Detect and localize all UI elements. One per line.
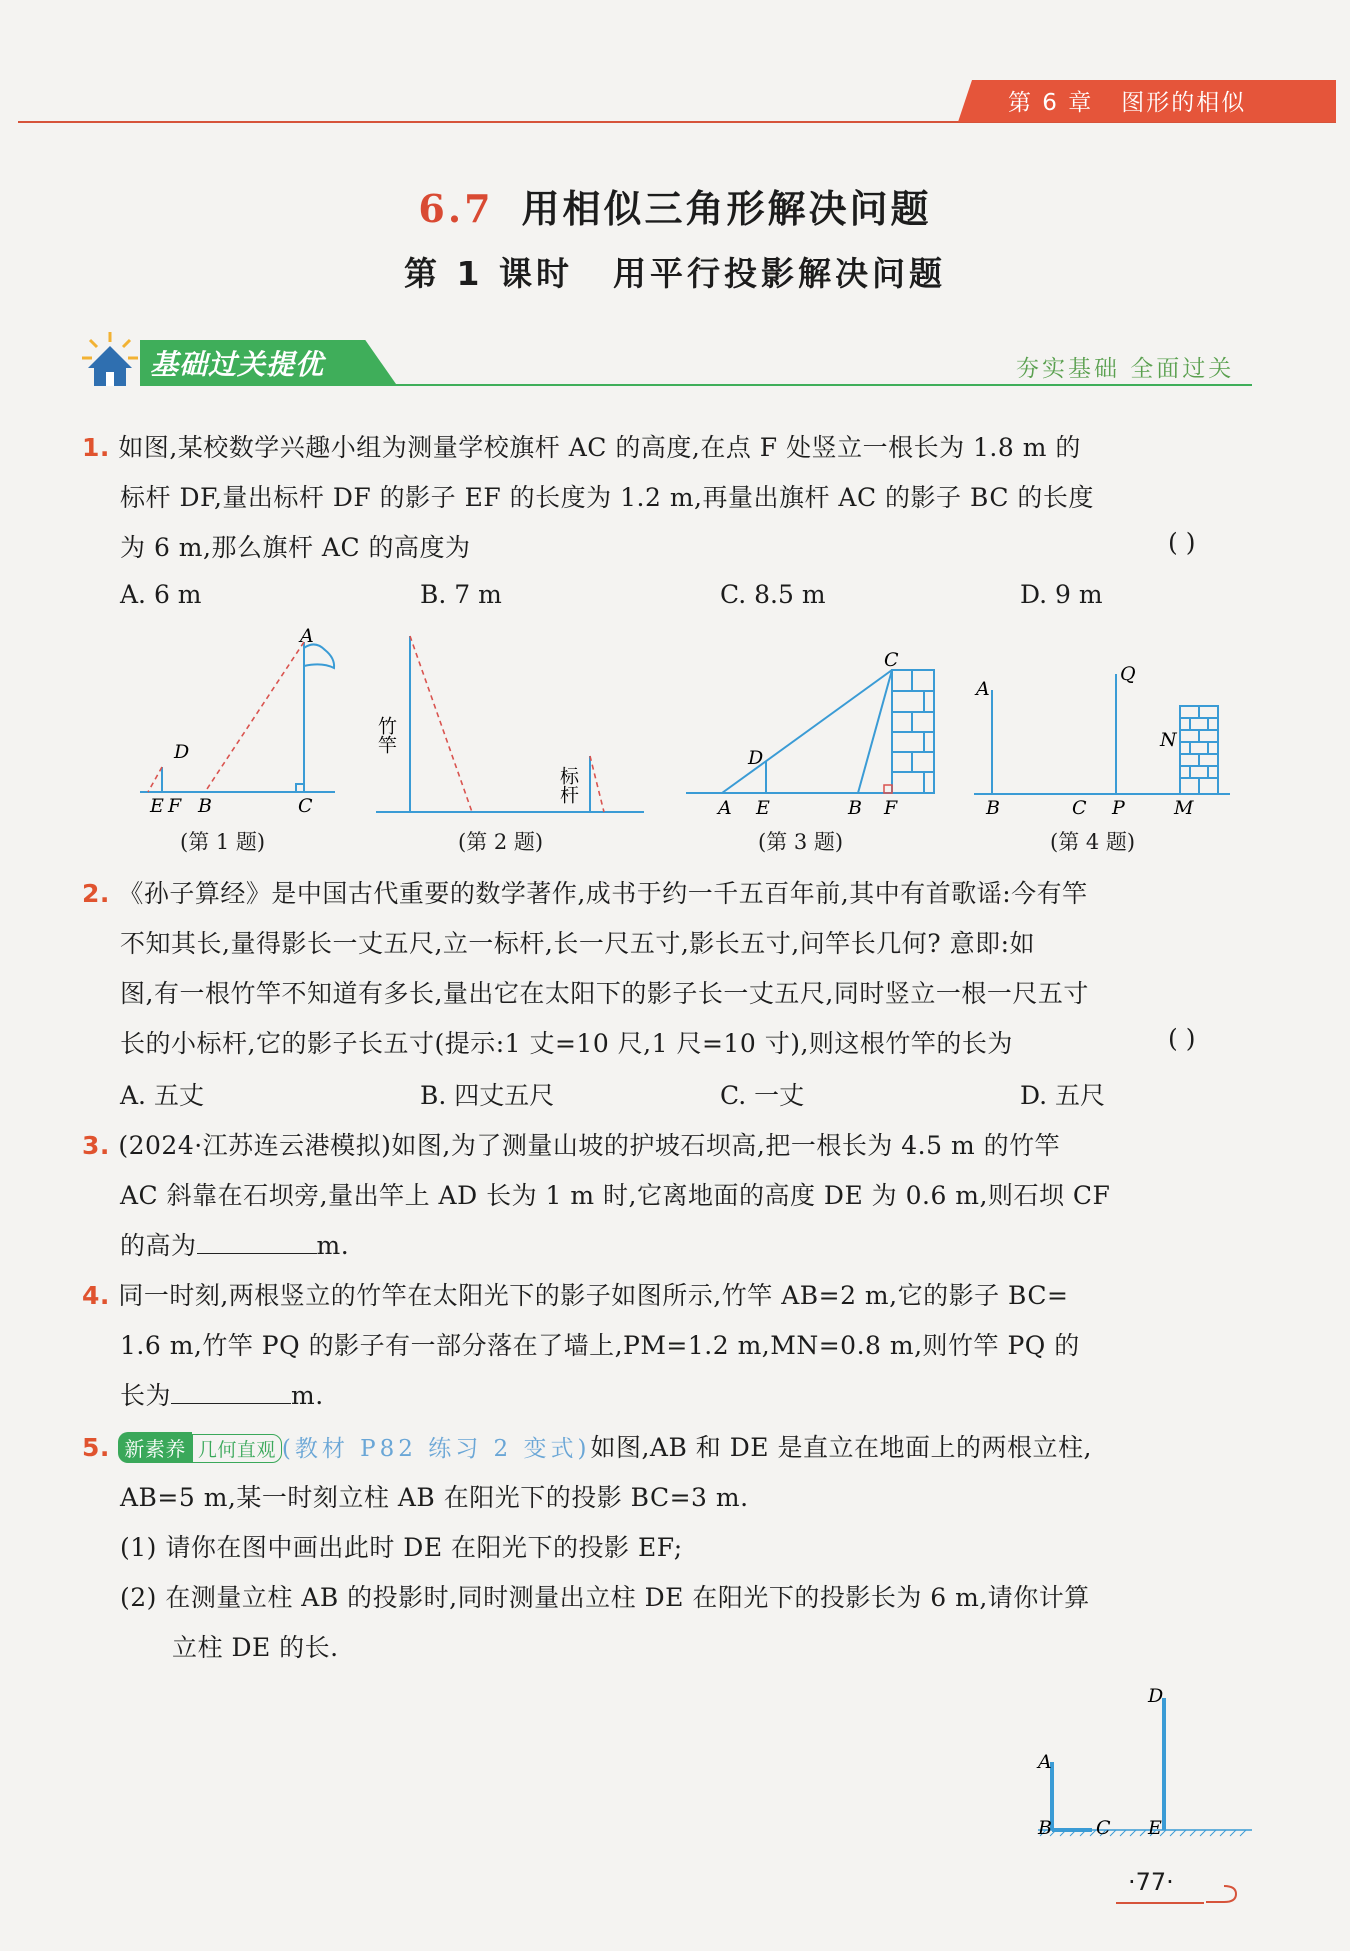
q3-line-2: AC 斜靠在石坝旁,量出竿上 AD 长为 1 m 时,它离地面的高度 DE 为 0.6 m,则石坝 CF: [120, 1181, 1111, 1210]
q5-sub-2b: 立柱 DE 的长.: [172, 1633, 339, 1662]
fig3-label-c: C: [884, 649, 899, 671]
fig5-label-e: E: [1148, 1817, 1162, 1839]
fig5-label-d: D: [1148, 1685, 1164, 1707]
q3-unit: m.: [316, 1231, 350, 1260]
figure-3-caption: (第 3 题): [758, 830, 844, 854]
fig4-label-m: M: [1174, 797, 1194, 819]
chapter-number: 第 6 章: [1008, 90, 1094, 116]
fig1-label-e: E: [150, 795, 164, 817]
fig1-label-b: B: [198, 795, 212, 817]
q1-option-a: A. 6 m: [120, 580, 202, 609]
banner-slogan: 夯实基础 全面过关: [1016, 356, 1235, 382]
q2-option-a: A. 五丈: [120, 1081, 204, 1110]
q2-text-1: 《孙子算经》是中国古代重要的数学著作,成书于约一千五百年前,其中有首歌谣:今有竿: [118, 879, 1088, 908]
q4-answer-blank[interactable]: [171, 1379, 291, 1404]
section-title: [0, 178, 1350, 233]
q2-number: 2.: [82, 879, 110, 908]
banner-label: 基础过关提优: [150, 348, 325, 381]
q2-line-4: 长的小标杆,它的影子长五寸(提示:1 丈=10 尺,1 尺=10 寸),则这根竹竿的长为: [120, 1029, 1013, 1058]
q1-line-1: [82, 428, 1081, 464]
q3-number: 3.: [82, 1131, 110, 1160]
lesson-title: [0, 248, 1350, 295]
fig4-label-c: C: [1072, 797, 1087, 819]
chapter-label: [1008, 84, 1246, 117]
fig4-label-a: A: [976, 678, 990, 700]
q5-tag-new: 新素养: [118, 1432, 192, 1463]
q1-line-2: 标杆 DF,量出标杆 DF 的影子 EF 的长度为 1.2 m,再量出旗杆 AC 的影子 BC 的长度: [120, 483, 1094, 512]
fig5-label-b: B: [1038, 1817, 1052, 1839]
fig5-label-c: C: [1096, 1817, 1111, 1839]
chapter-title: 图形的相似: [1121, 90, 1247, 116]
q4-number: 4.: [82, 1281, 110, 1310]
q3-text-3: 的高为: [120, 1231, 197, 1260]
figure-1-caption: (第 1 题): [180, 830, 266, 854]
q2-line-2: 不知其长,量得影长一丈五尺,立一标杆,长一尺五寸,影长五寸,问竿长几何? 意即:如: [120, 929, 1036, 958]
q5-sub-2a: (2) 在测量立柱 AB 的投影时,同时测量出立柱 DE 在阳光下的投影长为 6 m,请你计算: [120, 1583, 1090, 1612]
q1-answer-paren: ( ): [1168, 528, 1196, 557]
fig3-label-a: A: [718, 797, 732, 819]
q1-number: 1.: [82, 433, 110, 462]
q1-option-b: B. 7 m: [420, 580, 502, 609]
figure-3: [682, 648, 942, 826]
q3-line-3: [120, 1226, 349, 1262]
fig3-label-f: F: [884, 797, 898, 819]
q3-answer-blank[interactable]: [197, 1229, 317, 1254]
banner-rule: [140, 384, 1252, 386]
page-curl-icon: [1204, 1880, 1244, 1910]
fig4-label-b: B: [986, 797, 1000, 819]
q4-line-2: 1.6 m,竹竿 PQ 的影子有一部分落在了墙上,PM=1.2 m,MN=0.8 m,则竹竿 PQ 的: [120, 1331, 1080, 1360]
fig1-label-c: C: [298, 795, 313, 817]
q2-option-b: B. 四丈五尺: [420, 1081, 555, 1110]
q4-unit: m.: [291, 1381, 324, 1410]
figure-4: [968, 660, 1238, 826]
fig1-label-f: F: [168, 795, 182, 817]
q5-line-1: [82, 1428, 1092, 1464]
fig3-label-b: B: [848, 797, 862, 819]
fig3-label-d: D: [748, 747, 764, 769]
q4-text-1: 同一时刻,两根竖立的竹竿在太阳光下的影子如图所示,竹竿 AB=2 m,它的影子 BC=: [118, 1281, 1069, 1310]
section-title-text: 用相似三角形解决问题: [521, 186, 932, 231]
q2-line-1: [82, 874, 1088, 910]
q1-option-d: D. 9 m: [1020, 580, 1103, 609]
q5-text-1: 如图,AB 和 DE 是直立在地面上的两根立柱,: [590, 1433, 1092, 1462]
q4-line-1: [82, 1276, 1068, 1312]
q5-tag-geometry: 几何直观: [192, 1434, 282, 1463]
fig1-label-d: D: [174, 741, 190, 763]
fig1-label-a: A: [300, 625, 314, 647]
figure-1: [130, 622, 350, 822]
q5-line-2: AB=5 m,某一时刻立柱 AB 在阳光下的投影 BC=3 m.: [120, 1483, 749, 1512]
lesson-title-text: 用平行投影解决问题: [612, 254, 946, 293]
figure-5[interactable]: [1030, 1684, 1260, 1844]
section-number: 6.7: [418, 186, 494, 231]
lesson-number: 第 1 课时: [404, 254, 573, 293]
figure-4-caption: (第 4 题): [1050, 830, 1136, 854]
page-number: ·77·: [1128, 1868, 1174, 1896]
q2-line-3: 图,有一根竹竿不知道有多长,量出它在太阳下的影子长一丈五尺,同时竖立一根一尺五寸: [120, 979, 1089, 1008]
q2-option-d: D. 五尺: [1020, 1081, 1106, 1110]
q4-line-3: [120, 1376, 324, 1412]
figure-2-caption: (第 2 题): [458, 830, 544, 854]
fig4-label-p: P: [1112, 797, 1125, 819]
house-sun-icon: [80, 330, 150, 390]
q2-answer-paren: ( ): [1168, 1024, 1196, 1053]
q4-text-3: 长为: [120, 1381, 172, 1410]
q1-option-c: C. 8.5 m: [720, 580, 826, 609]
q3-text-1: (2024·江苏连云港模拟)如图,为了测量山坡的护坡石坝高,把一根长为 4.5 m 的竹竿: [118, 1131, 1061, 1160]
q1-text-1: 如图,某校数学兴趣小组为测量学校旗杆 AC 的高度,在点 F 处竖立一根长为 1.8 m 的: [118, 433, 1081, 462]
q5-number: 5.: [82, 1433, 110, 1462]
q5-sub-1: (1) 请你在图中画出此时 DE 在阳光下的投影 EF;: [120, 1533, 683, 1562]
page-number-rule: [1116, 1902, 1204, 1904]
q5-source: (教材 P82 练习 2 变式): [281, 1436, 591, 1462]
q2-option-c: C. 一丈: [720, 1081, 805, 1110]
figure-2: [372, 630, 652, 822]
fig4-label-q: Q: [1120, 663, 1136, 685]
fig5-label-a: A: [1038, 1751, 1052, 1773]
fig4-label-n: N: [1160, 729, 1177, 751]
fig2-label-rod: 标杆: [557, 766, 579, 804]
q3-line-1: [82, 1126, 1060, 1162]
fig2-label-pole: 竹竿: [375, 716, 397, 754]
q1-line-3: 为 6 m,那么旗杆 AC 的高度为: [120, 533, 471, 562]
fig3-label-e: E: [756, 797, 770, 819]
